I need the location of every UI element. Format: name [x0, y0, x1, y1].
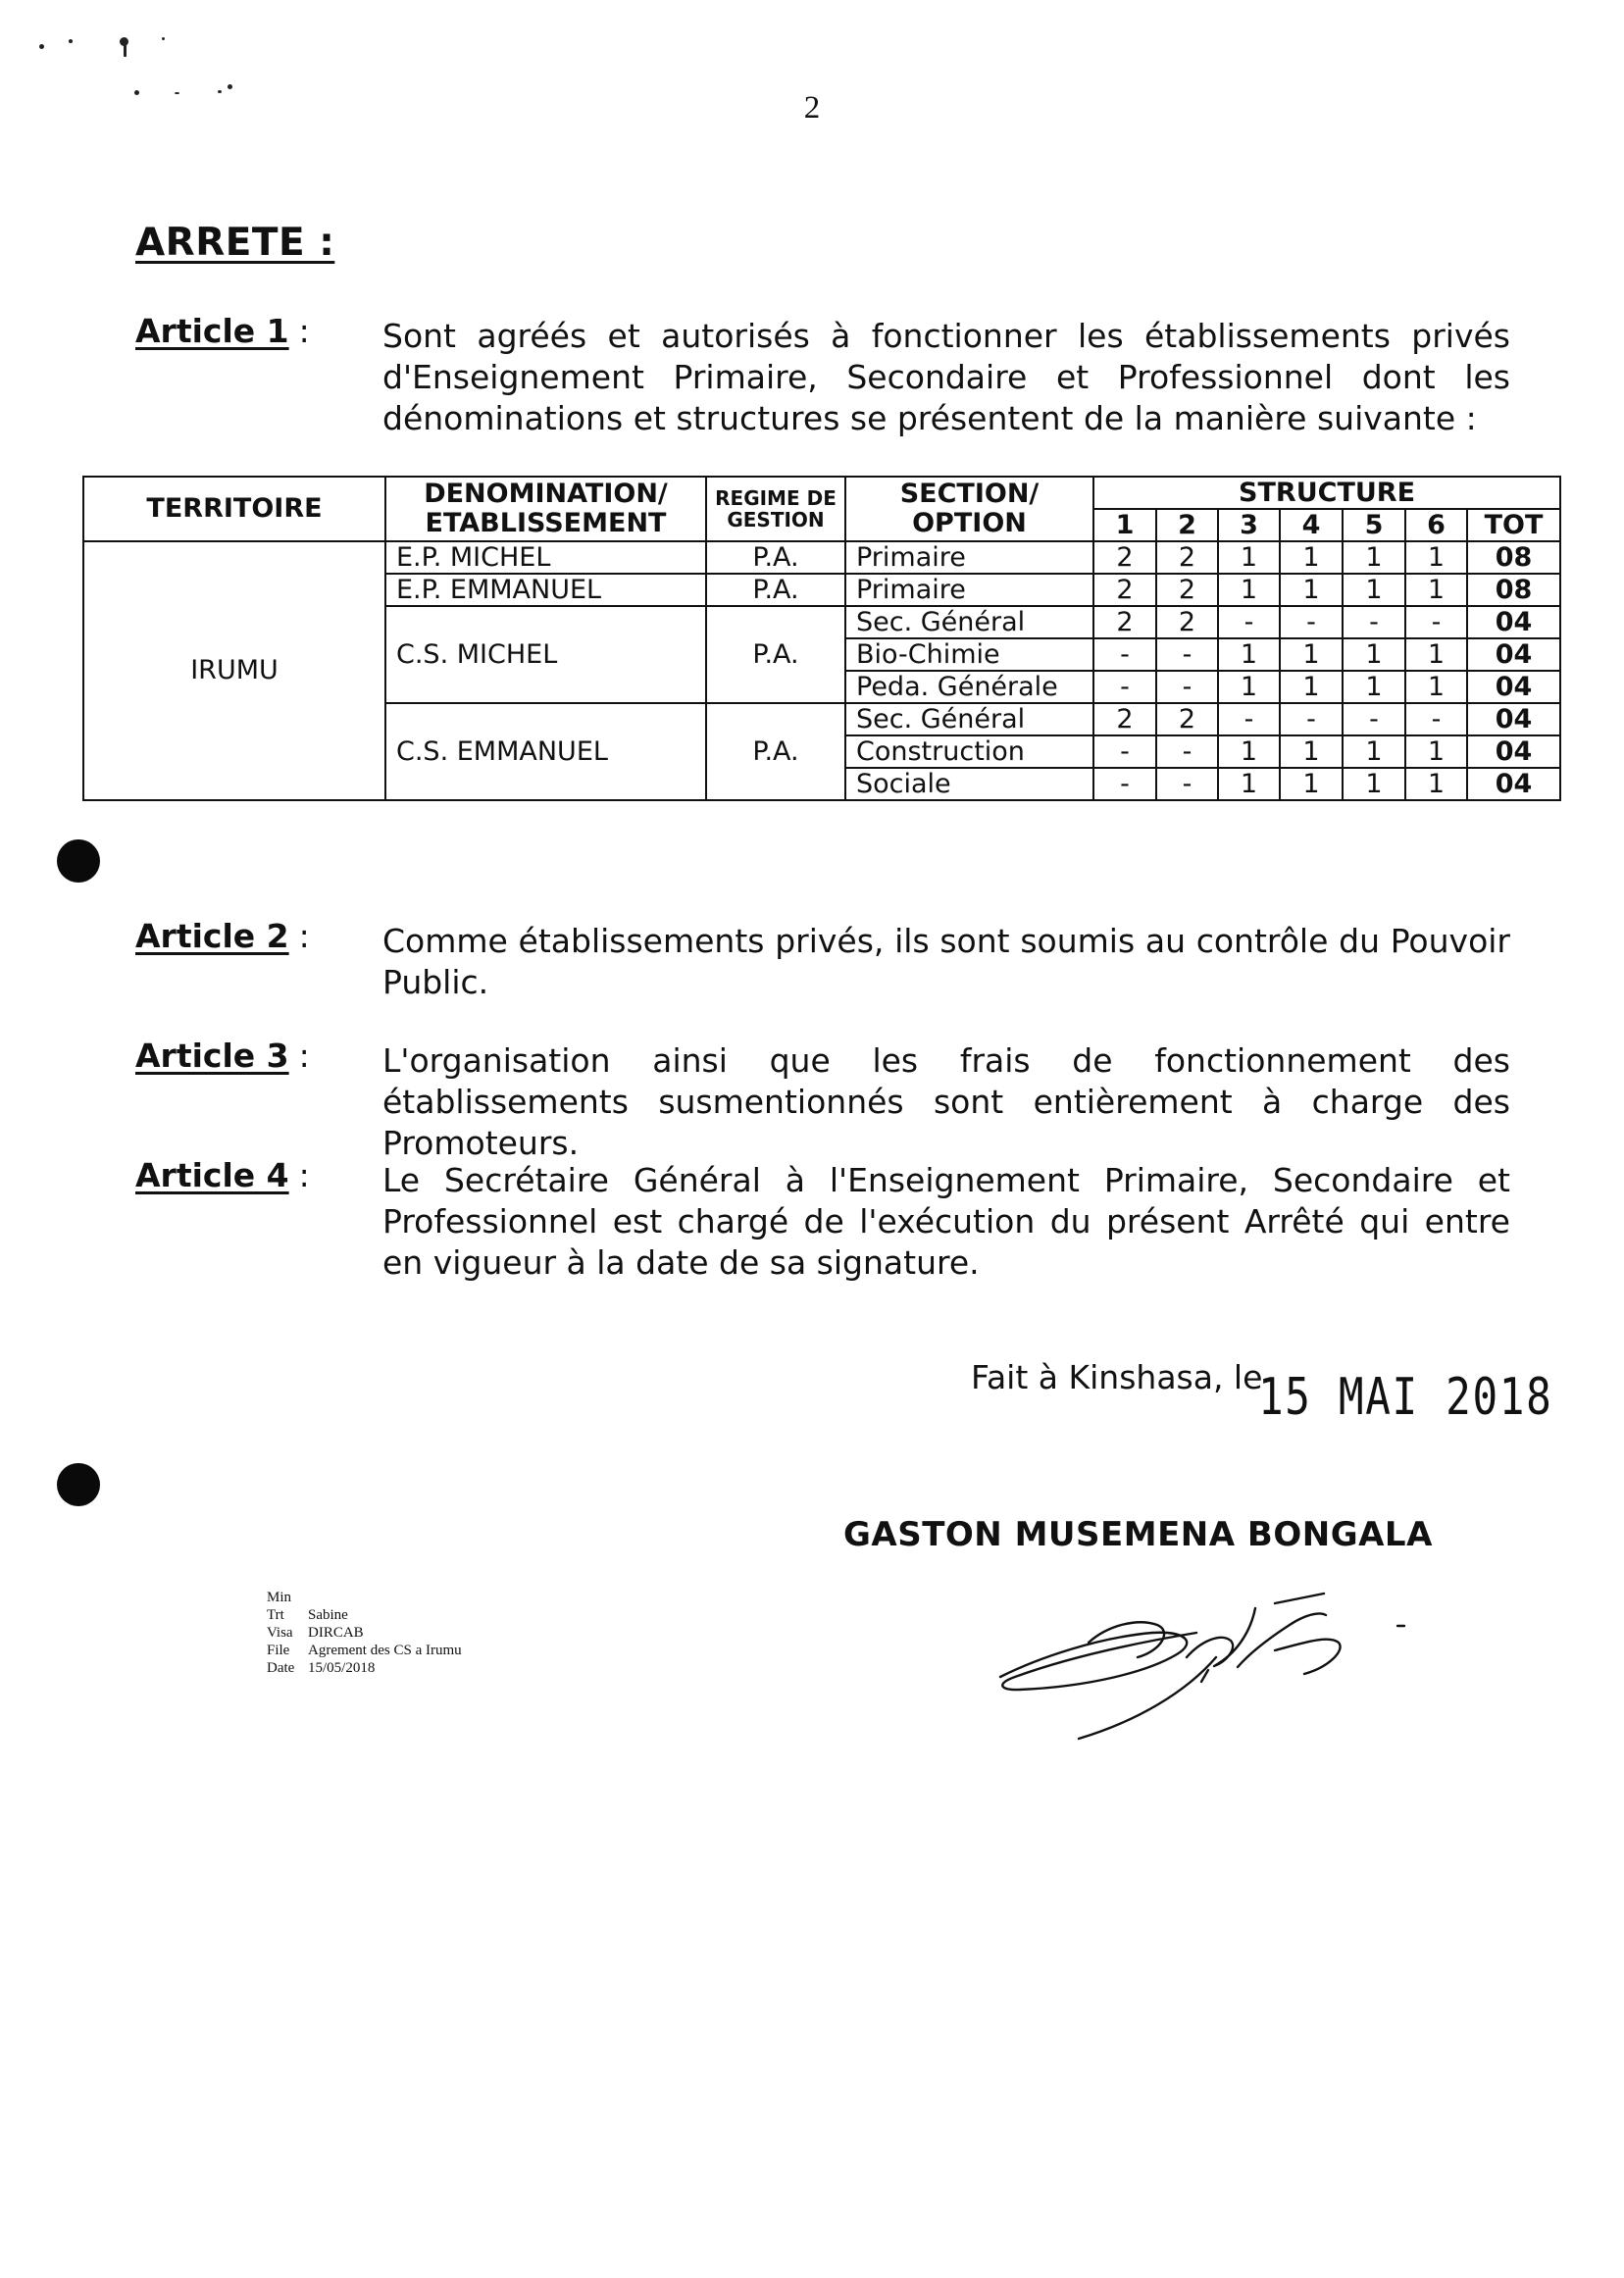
- structure-cell: -: [1156, 638, 1218, 671]
- page-number: 2: [803, 90, 821, 126]
- footer-references: [267, 1589, 462, 1677]
- option-cell: Bio-Chimie: [845, 638, 1093, 671]
- school-name: C.S. MICHEL: [385, 606, 706, 703]
- structure-cell: 1: [1280, 574, 1343, 606]
- structure-cell: -: [1405, 703, 1467, 735]
- structure-cell: 1: [1343, 671, 1405, 703]
- option-cell: Sociale: [845, 768, 1093, 800]
- structure-cell: 1: [1280, 671, 1343, 703]
- structure-cell: 2: [1093, 541, 1156, 574]
- structure-cell: 2: [1156, 703, 1218, 735]
- article-3-text: L'organisation ainsi que les frais de fonctionnement des établissements susmentionnés sont entièrement à charge des Promoteurs.: [382, 1041, 1510, 1162]
- header-level: 1: [1093, 509, 1156, 541]
- structure-cell: 2: [1156, 574, 1218, 606]
- structure-cell: 1: [1280, 735, 1343, 768]
- header-denomination: DENOMINATION/ ETABLISSEMENT: [385, 477, 706, 541]
- table-row: [83, 541, 1560, 574]
- structure-table: [82, 476, 1561, 801]
- article-4-label: Article 4 :: [135, 1156, 310, 1194]
- header-regime: REGIME DE GESTION: [706, 477, 845, 541]
- structure-cell: 2: [1093, 574, 1156, 606]
- structure-cell: 1: [1218, 638, 1280, 671]
- total-cell: 04: [1467, 768, 1560, 800]
- structure-cell: -: [1405, 606, 1467, 638]
- regime-cell: P.A.: [706, 703, 845, 800]
- place-date-line: Fait à Kinshasa, le: [971, 1358, 1263, 1396]
- total-cell: 04: [1467, 703, 1560, 735]
- regime-cell: P.A.: [706, 574, 845, 606]
- total-cell: 04: [1467, 606, 1560, 638]
- article-1-label: Article 1 :: [135, 312, 310, 350]
- total-cell: 08: [1467, 541, 1560, 574]
- header-level: 6: [1405, 509, 1467, 541]
- structure-cell: 1: [1280, 541, 1343, 574]
- option-cell: Sec. Général: [845, 703, 1093, 735]
- footer-ref-line: Date 15/05/2018: [267, 1660, 376, 1676]
- structure-cell: 1: [1405, 574, 1467, 606]
- structure-cell: -: [1093, 768, 1156, 800]
- date-stamp: 15 MAI 2018: [1258, 1368, 1553, 1427]
- footer-ref-line: Trt Sabine: [267, 1607, 348, 1623]
- article-1-text: Sont agréés et autorisés à fonctionner les établissements privés d'Enseignement Primaire, Secondaire et Professionnel dont les dénominations et structures se présentent de la manière suivante :: [382, 317, 1510, 437]
- total-cell: 04: [1467, 671, 1560, 703]
- structure-cell: 1: [1405, 735, 1467, 768]
- structure-cell: -: [1156, 671, 1218, 703]
- arrete-heading: ARRETE :: [135, 221, 335, 265]
- header-level: 5: [1343, 509, 1405, 541]
- structure-cell: -: [1093, 671, 1156, 703]
- article-2-text: Comme établissements privés, ils sont soumis au contrôle du Pouvoir Public.: [382, 922, 1510, 1001]
- total-cell: 04: [1467, 638, 1560, 671]
- header-structure: STRUCTURE: [1093, 477, 1560, 509]
- structure-cell: 1: [1405, 768, 1467, 800]
- header-territoire: TERRITOIRE: [83, 477, 385, 541]
- structure-cell: 2: [1093, 703, 1156, 735]
- option-cell: Peda. Générale: [845, 671, 1093, 703]
- structure-cell: 1: [1405, 638, 1467, 671]
- structure-cell: -: [1343, 703, 1405, 735]
- structure-cell: 1: [1343, 541, 1405, 574]
- handwritten-signature: [981, 1564, 1422, 1760]
- structure-cell: -: [1280, 703, 1343, 735]
- school-name: E.P. MICHEL: [385, 541, 706, 574]
- structure-cell: -: [1156, 735, 1218, 768]
- structure-cell: 1: [1280, 768, 1343, 800]
- structure-cell: 1: [1343, 768, 1405, 800]
- signatory-name: GASTON MUSEMENA BONGALA: [843, 1515, 1433, 1554]
- punch-hole-mark: [57, 1463, 100, 1506]
- structure-cell: 2: [1156, 541, 1218, 574]
- structure-cell: 1: [1218, 735, 1280, 768]
- structure-cell: 1: [1405, 671, 1467, 703]
- structure-cell: -: [1218, 606, 1280, 638]
- article-2-label: Article 2 :: [135, 917, 310, 955]
- total-cell: 04: [1467, 735, 1560, 768]
- structure-cell: 1: [1218, 541, 1280, 574]
- structure-cell: 1: [1218, 574, 1280, 606]
- option-cell: Primaire: [845, 574, 1093, 606]
- footer-ref-line: File Agrement des CS a Irumu: [267, 1643, 462, 1658]
- option-cell: Primaire: [845, 541, 1093, 574]
- structure-cell: 1: [1343, 638, 1405, 671]
- structure-cell: -: [1093, 735, 1156, 768]
- header-level: 2: [1156, 509, 1218, 541]
- structure-cell: 1: [1405, 541, 1467, 574]
- school-name: C.S. EMMANUEL: [385, 703, 706, 800]
- structure-cell: -: [1218, 703, 1280, 735]
- structure-cell: 1: [1218, 671, 1280, 703]
- header-level: 4: [1280, 509, 1343, 541]
- structure-cell: -: [1280, 606, 1343, 638]
- option-cell: Sec. Général: [845, 606, 1093, 638]
- structure-cell: 1: [1343, 735, 1405, 768]
- structure-cell: 2: [1156, 606, 1218, 638]
- structure-cell: -: [1093, 638, 1156, 671]
- structure-cell: 1: [1280, 638, 1343, 671]
- school-name: E.P. EMMANUEL: [385, 574, 706, 606]
- footer-ref-line: Visa DIRCAB: [267, 1625, 364, 1641]
- structure-cell: -: [1343, 606, 1405, 638]
- option-cell: Construction: [845, 735, 1093, 768]
- footer-ref-line: Min: [267, 1590, 292, 1605]
- header-total: TOT: [1467, 509, 1560, 541]
- punch-hole-mark: [57, 839, 100, 883]
- structure-cell: 2: [1093, 606, 1156, 638]
- total-cell: 08: [1467, 574, 1560, 606]
- territoire-cell: IRUMU: [83, 541, 385, 800]
- regime-cell: P.A.: [706, 606, 845, 703]
- header-section: SECTION/ OPTION: [845, 477, 1093, 541]
- header-level: 3: [1218, 509, 1280, 541]
- regime-cell: P.A.: [706, 541, 845, 574]
- structure-cell: 1: [1343, 574, 1405, 606]
- structure-cell: 1: [1218, 768, 1280, 800]
- structure-cell: -: [1156, 768, 1218, 800]
- article-4-text: Le Secrétaire Général à l'Enseignement Primaire, Secondaire et Professionnel est chargé de l'exécution du présent Arrêté qui entre en vigueur à la date de sa signature.: [382, 1161, 1510, 1282]
- article-3-label: Article 3 :: [135, 1037, 310, 1075]
